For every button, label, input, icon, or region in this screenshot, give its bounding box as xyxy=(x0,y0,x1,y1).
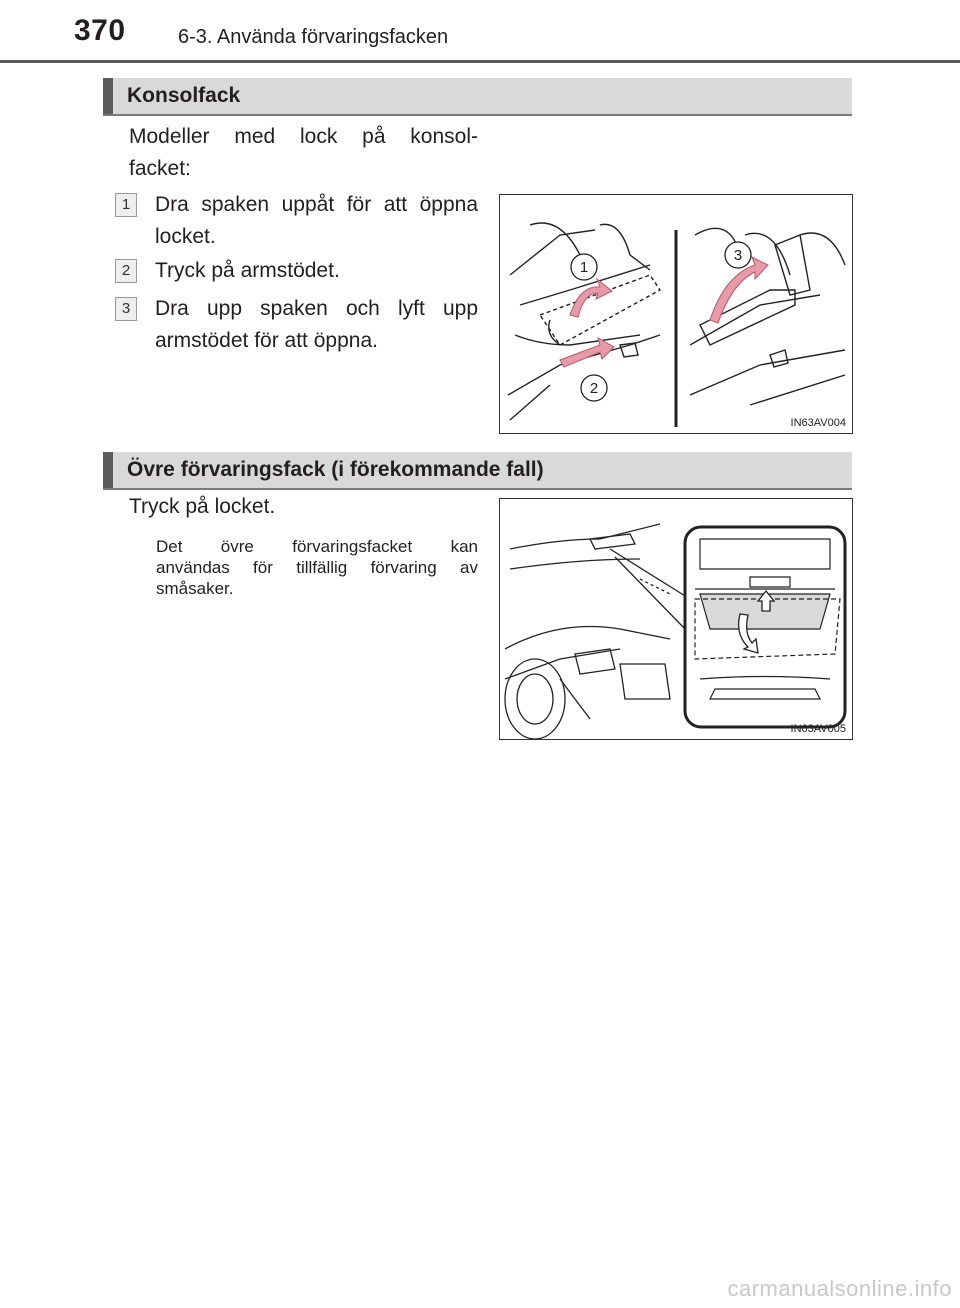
console-intro-line1: Modeller med lock på konsol- xyxy=(129,125,478,148)
overhead-heading-text: Övre förvaringsfack (i förekommande fall) xyxy=(127,458,544,481)
step-3-line2: armstödet för att öppna. xyxy=(155,329,378,352)
step-2-line1: Tryck på armstödet. xyxy=(155,259,340,282)
console-illustration xyxy=(500,195,852,433)
overhead-note-line1: Det övre förvaringsfacket kan xyxy=(156,537,478,556)
overhead-note-line3: småsaker. xyxy=(156,579,234,598)
step-badge-3: 3 xyxy=(115,297,137,321)
heading-bar xyxy=(103,78,113,114)
console-figure-code: IN63AV004 xyxy=(790,417,846,429)
overhead-illustration xyxy=(500,499,852,739)
heading-bar xyxy=(103,452,113,488)
overhead-figure xyxy=(499,498,853,740)
console-section-heading xyxy=(103,78,852,116)
page-number: 370 xyxy=(74,14,126,47)
callout-1-label: 1 xyxy=(579,259,589,276)
step-1-line2: locket. xyxy=(155,225,216,248)
overhead-figure-code: IN63AV005 xyxy=(790,723,846,735)
step-1-line1: Dra spaken uppåt för att öppna xyxy=(155,193,478,216)
header-rule xyxy=(0,60,960,63)
callout-3-label: 3 xyxy=(733,247,743,264)
section-title: 6-3. Använda förvaringsfacken xyxy=(178,26,449,48)
step-badge-2: 2 xyxy=(115,259,137,283)
overhead-instruction: Tryck på locket. xyxy=(129,495,276,518)
console-intro-line2: facket: xyxy=(129,157,191,180)
step-3-line1: Dra upp spaken och lyft upp xyxy=(155,297,478,320)
overhead-section-heading xyxy=(103,452,852,490)
callout-2-label: 2 xyxy=(589,380,599,397)
watermark-link[interactable]: carmanualsonline.info xyxy=(727,1276,952,1301)
overhead-note-line2: användas för tillfällig förvaring av xyxy=(156,558,478,577)
console-figure xyxy=(499,194,853,434)
step-badge-1: 1 xyxy=(115,193,137,217)
console-heading-text: Konsolfack xyxy=(127,84,241,107)
